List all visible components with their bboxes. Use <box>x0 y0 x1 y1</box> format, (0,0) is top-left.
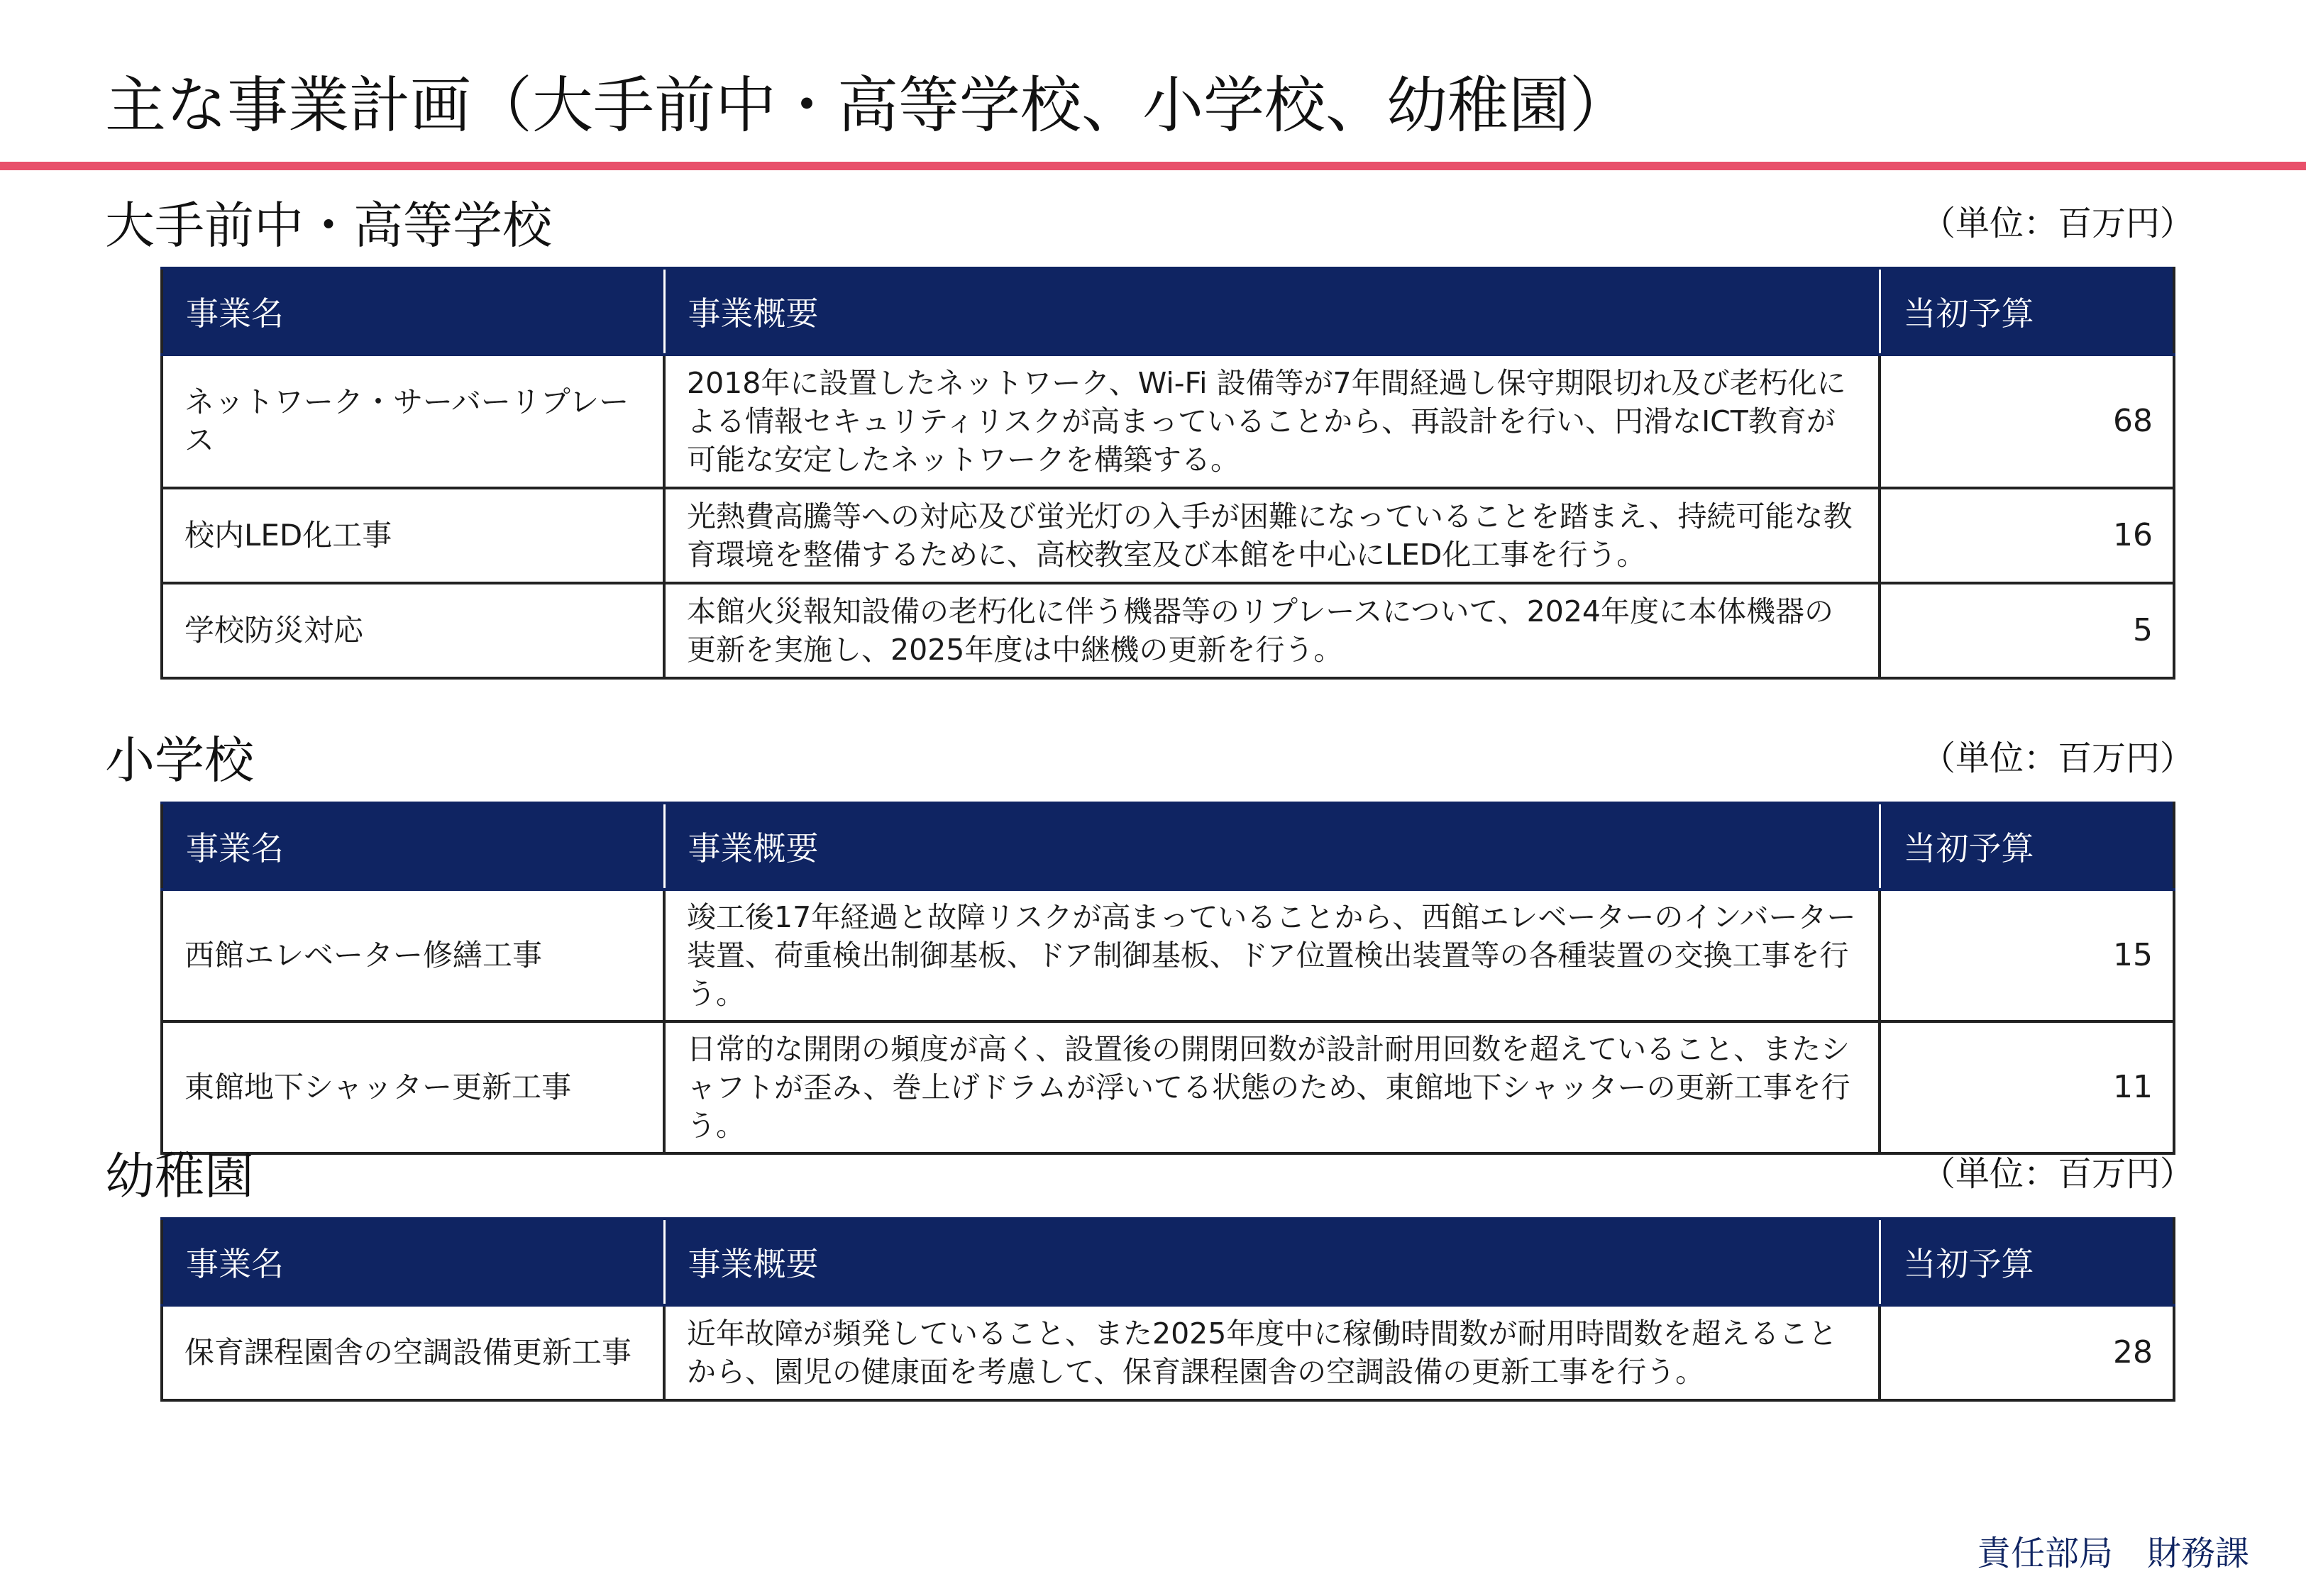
section-heading: 大手前中・高等学校 <box>105 196 552 255</box>
section-heading: 幼稚園 <box>105 1147 254 1205</box>
table-row <box>162 583 2174 678</box>
table-header-row <box>162 1219 2174 1305</box>
project-summary: 日常的な開閉の頻度が高く、設置後の開閉回数が設計耐用回数を超えていること、またシャフトが歪み、巻上げドラムが浮いてる状態のため、東館地下シャッターの更新工事を行う。 <box>664 1021 1880 1153</box>
project-budget: 68 <box>1880 355 2174 488</box>
project-name: 東館地下シャッター更新工事 <box>162 1021 664 1153</box>
column-header-summary: 事業概要 <box>664 803 1880 890</box>
budget-table <box>160 1217 2175 1402</box>
column-header-name: 事業名 <box>162 268 664 355</box>
budget-table <box>160 802 2175 1155</box>
project-budget: 5 <box>1880 583 2174 678</box>
column-header-summary: 事業概要 <box>664 268 1880 355</box>
project-budget: 16 <box>1880 488 2174 583</box>
project-summary: 光熱費高騰等への対応及び蛍光灯の入手が困難になっていることを踏まえ、持続可能な教育環境を整備するために、高校教室及び本館を中心にLED化工事を行う。 <box>664 488 1880 583</box>
project-budget: 15 <box>1880 890 2174 1021</box>
section-heading: 小学校 <box>105 731 254 789</box>
table-header-row <box>162 803 2174 890</box>
table-row <box>162 355 2174 488</box>
unit-label: （単位：百万円） <box>1921 204 2194 243</box>
project-name: 保育課程園舎の空調設備更新工事 <box>162 1305 664 1400</box>
table-header-row <box>162 268 2174 355</box>
project-name: ネットワーク・サーバーリプレース <box>162 355 664 488</box>
title-divider <box>0 162 2306 170</box>
column-header-budget: 当初予算 <box>1880 268 2174 355</box>
budget-table <box>160 267 2175 680</box>
project-summary: 近年故障が頻発していること、また2025年度中に稼働時間数が耐用時間数を超えることから、園児の健康面を考慮して、保育課程園舎の空調設備の更新工事を行う。 <box>664 1305 1880 1400</box>
column-header-name: 事業名 <box>162 803 664 890</box>
project-summary: 竣工後17年経過と故障リスクが高まっていることから、西館エレベーターのインバーター装置、荷重検出制御基板、ドア制御基板、ドア位置検出装置等の各種装置の交換工事を行う。 <box>664 890 1880 1021</box>
column-header-name: 事業名 <box>162 1219 664 1305</box>
project-summary: 本館火災報知設備の老朽化に伴う機器等のリプレースについて、2024年度に本体機器の更新を実施し、2025年度は中継機の更新を行う。 <box>664 583 1880 678</box>
unit-label: （単位：百万円） <box>1921 1154 2194 1194</box>
project-summary: 2018年に設置したネットワーク、Wi-Fi 設備等が7年間経過し保守期限切れ及び老朽化による情報セキュリティリスクが高まっていることから、再設計を行い、円滑なICT教育が可能な安定したネットワークを構築する。 <box>664 355 1880 488</box>
column-header-summary: 事業概要 <box>664 1219 1880 1305</box>
table-row <box>162 890 2174 1021</box>
project-budget: 28 <box>1880 1305 2174 1400</box>
project-name: 校内LED化工事 <box>162 488 664 583</box>
table-row <box>162 1305 2174 1400</box>
column-header-budget: 当初予算 <box>1880 1219 2174 1305</box>
unit-label: （単位：百万円） <box>1921 738 2194 778</box>
responsible-department: 責任部局 財務課 <box>1976 1534 2249 1573</box>
project-budget: 11 <box>1880 1021 2174 1153</box>
project-name: 学校防災対応 <box>162 583 664 678</box>
table-row <box>162 488 2174 583</box>
page-title: 主な事業計画（大手前中・高等学校、小学校、幼稚園） <box>105 70 1631 141</box>
project-name: 西館エレベーター修繕工事 <box>162 890 664 1021</box>
table-row <box>162 1021 2174 1153</box>
column-header-budget: 当初予算 <box>1880 803 2174 890</box>
